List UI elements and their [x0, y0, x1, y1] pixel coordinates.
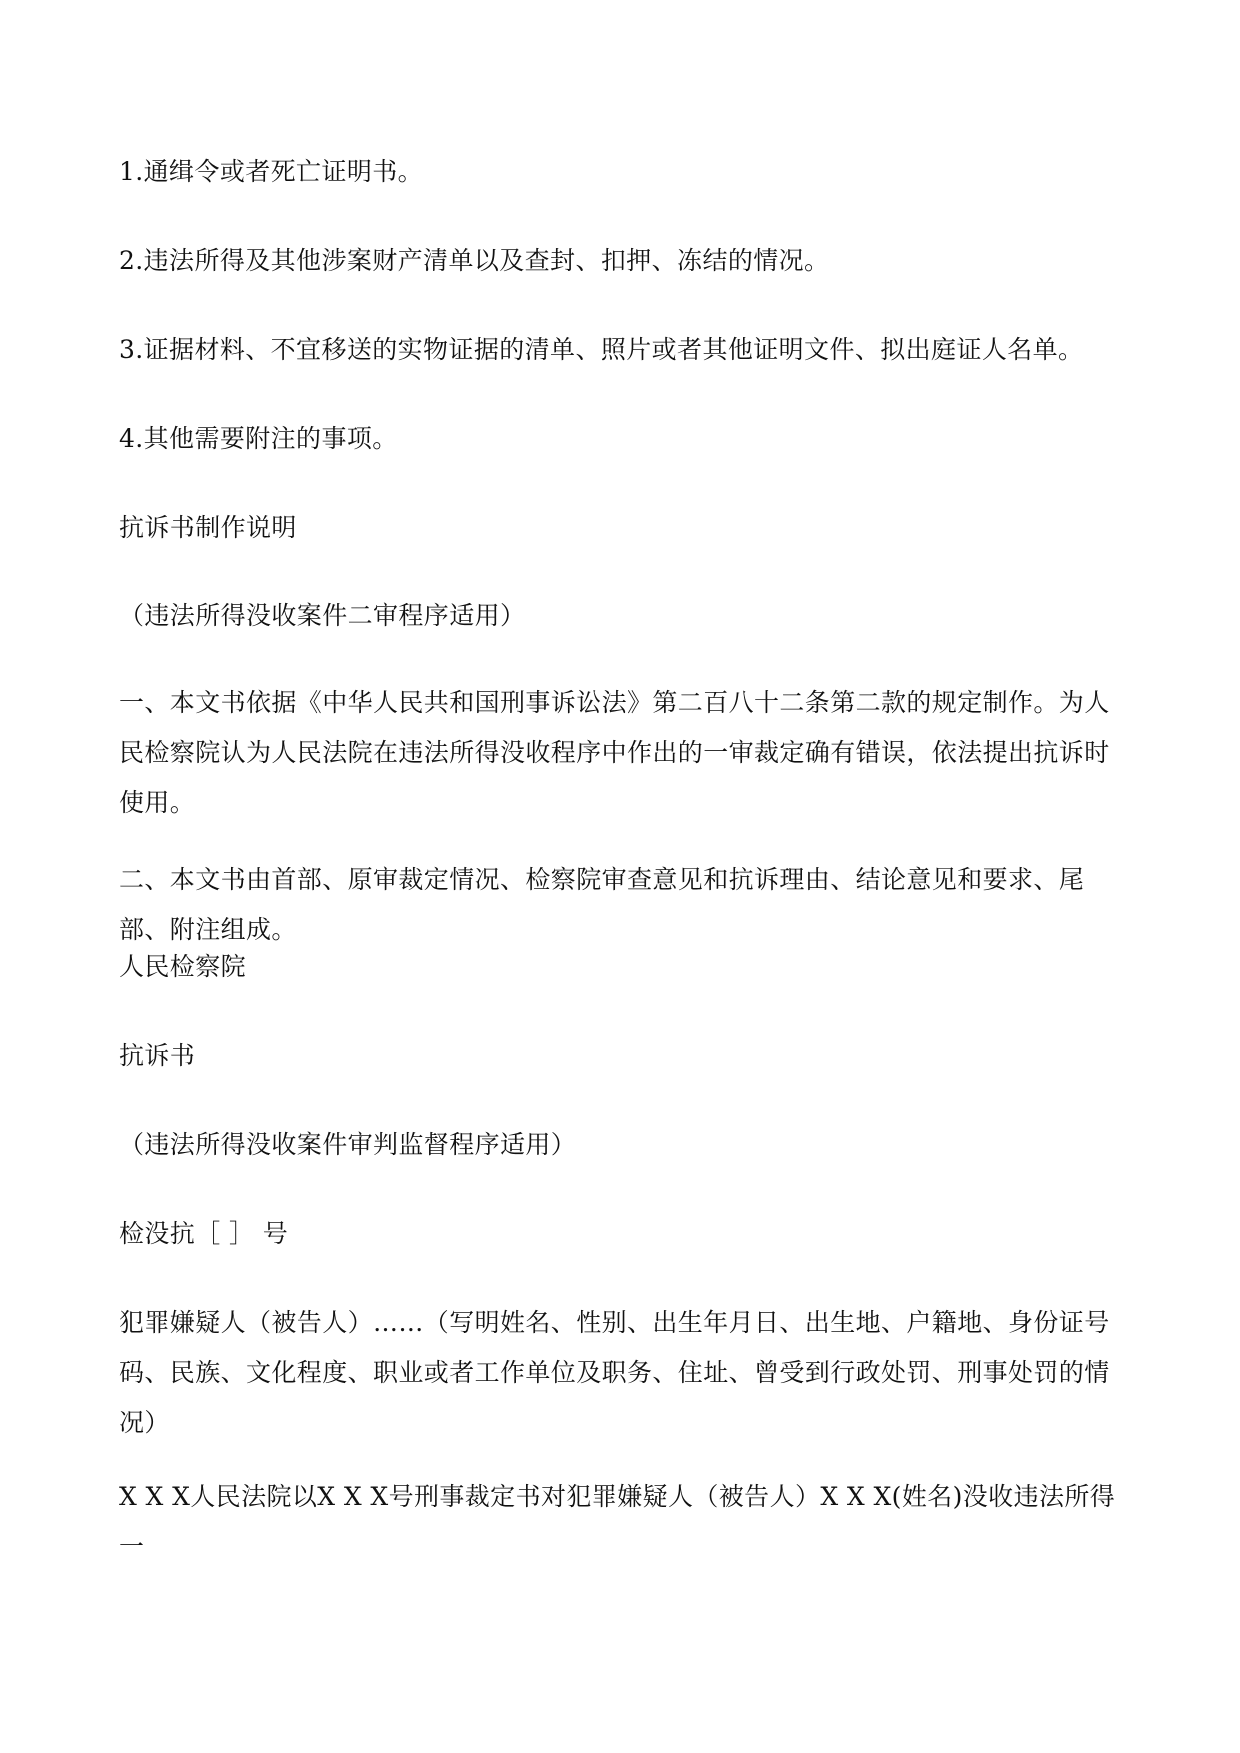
document-subtitle-supervision: （违法所得没收案件审判监督程序适用） — [119, 1130, 577, 1159]
suspect-information: 犯罪嫌疑人（被告人）……（写明姓名、性别、出生年月日、出生地、户籍地、身份证号码、民族、文化程度、职业或者工作单位及职务、住址、曾受到行政处罚、刑事处罚的情况） — [119, 1308, 1110, 1437]
section-title-instructions: 抗诉书制作说明 — [119, 513, 297, 542]
instruction-paragraph-2: 二、本文书由首部、原审裁定情况、检察院审查意见和抗诉理由、结论意见和要求、尾部、附注组成。 — [119, 865, 1085, 944]
attachment-item-3: 3.证据材料、不宜移送的实物证据的清单、照片或者其他证明文件、拟出庭证人名单。 — [119, 335, 1084, 364]
court-ruling-paragraph: X X X人民法院以X X X号刑事裁定书对犯罪嫌疑人（被告人）X X X(姓名)没收违法所得一 — [119, 1482, 1116, 1561]
attachment-item-2: 2.违法所得及其他涉案财产清单以及查封、扣押、冻结的情况。 — [119, 246, 830, 275]
procuratorate-title: 人民检察院 — [119, 952, 247, 981]
attachment-item-1: 1.通缉令或者死亡证明书。 — [119, 157, 424, 186]
attachment-item-4: 4.其他需要附注的事项。 — [119, 424, 398, 453]
document-title-protest: 抗诉书 — [119, 1041, 196, 1070]
instruction-paragraph-1: 一、本文书依据《中华人民共和国刑事诉讼法》第二百八十二条第二款的规定制作。为人民检察院认为人民法院在违法所得没收程序中作出的一审裁定确有错误，依法提出抗诉时使用。 — [119, 688, 1110, 817]
section-subtitle-second-instance: （违法所得没收案件二审程序适用） — [119, 601, 526, 630]
document-number: 检没抗［ ］ 号 — [119, 1219, 289, 1248]
